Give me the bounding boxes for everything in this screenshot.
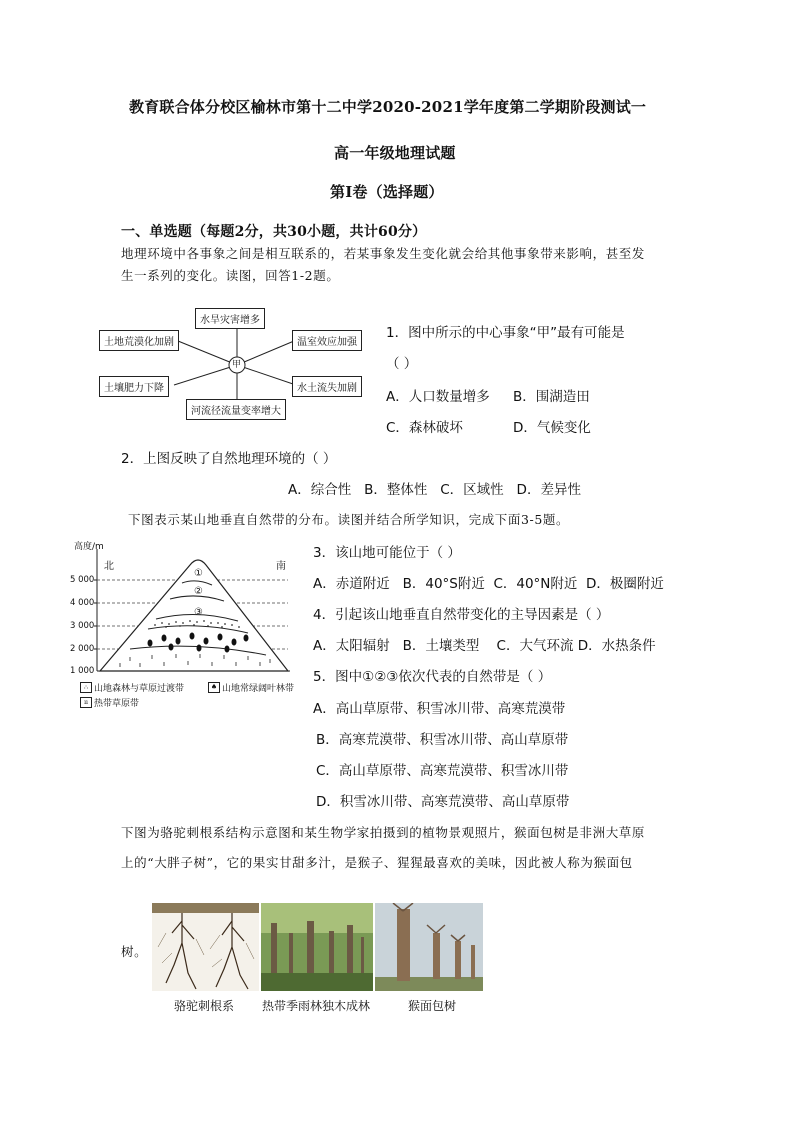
question-4-stem: 4．引起该山地垂直自然带变化的主导因素是（ ） [313,607,610,623]
box-lower-left: 土壤肥力下降 [99,376,169,397]
question-1-option-b: B．围湖造田 [513,389,590,405]
box-top: 水旱灾害增多 [195,308,265,329]
camelthorn-root-photo [152,903,259,991]
north-label: 北 [104,561,114,572]
baobab-tree-photo [375,903,483,991]
intro-paragraph-3-line3: 树。 [121,944,148,959]
question-1-option-a: A．人口数量增多 [386,389,490,405]
south-label: 南 [276,561,286,572]
question-5-option-a: A．高山草原带、积雪冰川带、高寒荒漠带 [313,701,566,717]
tick-4000: 4 000 [70,598,95,608]
mountain-y-axis-title: 高度/m [74,542,104,552]
photo-caption-3: 猴面包树 [408,999,457,1013]
tick-5000: 5 000 [70,575,95,585]
question-1-option-c: C．森林破坏 [386,420,463,436]
box-lower-right: 水土流失加剧 [292,376,362,397]
exam-title-line3: 第I卷（选择题） [330,183,444,201]
photo-caption-2: 热带季雨林独木成林 [262,999,371,1013]
legend-swatch-forest-grass: ∴ [80,682,92,693]
question-3-stem: 3．该山地可能位于（ ） [313,545,461,561]
zone-1-label: ① [194,568,203,579]
legend-label-2: 山地常绿阔叶林带 [222,684,295,694]
intro-paragraph-line2: 生一系列的变化。读图，回答1-2题。 [121,268,340,283]
zone-2-label: ② [194,586,203,597]
legend-label-3: 热带草原带 [94,699,140,709]
legend-swatch-evergreen: ♠ [208,682,220,693]
question-1-option-d: D．气候变化 [513,420,591,436]
banyan-forest-photo [261,903,373,991]
question-1-stem: 1．图中所示的中心事象“甲”最有可能是 [386,325,625,341]
tick-1000: 1 000 [70,666,95,676]
section-title: 一、单选题（每题2分，共30小题，共计60分） [121,224,427,240]
question-2-options: A．综合性 B．整体性 C．区域性 D．差异性 [288,482,581,498]
legend-swatch-savanna: ıı [80,697,92,708]
mountain-zone-diagram [70,537,295,712]
exam-title-line1: 教育联合体分校区榆林市第十二中学2020-2021学年度第二学期阶段测试一 [129,98,647,116]
legend-label-1: 山地森林与草原过渡带 [94,684,185,694]
cause-effect-diagram [96,305,371,420]
question-3-options: A．赤道附近 B．40°S附近 C．40°N附近 D．极圈附近 [313,576,664,592]
exam-title-line2: 高一年级地理试题 [334,144,456,162]
intro-paragraph-3-line2: 上的“大胖子树”，它的果实甘甜多汁，是猴子、猩猩最喜欢的美味，因此被人称为猴面包 [121,855,633,870]
box-upper-left: 土地荒漠化加剧 [99,330,179,351]
question-5-option-b: B．高寒荒漠带、积雪冰川带、高山草原带 [316,732,569,748]
box-bottom: 河流径流量变率增大 [186,399,286,420]
question-5-option-d: D．积雪冰川带、高寒荒漠带、高山草原带 [316,794,570,810]
center-label: 甲 [232,360,242,370]
question-2-stem: 2．上图反映了自然地理环境的（ ） [121,451,337,467]
question-4-options: A．太阳辐射 B．土壤类型 C．大气环流 D．水热条件 [313,638,656,654]
tick-3000: 3 000 [70,621,95,631]
question-1-paren: （ ） [386,356,418,372]
intro-paragraph-2: 下图表示某山地垂直自然带的分布。读图并结合所学知识，完成下面3-5题。 [128,512,570,527]
question-5-option-c: C．高山草原带、高寒荒漠带、积雪冰川带 [316,763,569,779]
intro-paragraph-line1: 地理环境中各事象之间是相互联系的，若某事象发生变化就会给其他事象带来影响，甚至发 [121,246,646,261]
photo-caption-1: 骆驼刺根系 [174,999,235,1013]
tick-2000: 2 000 [70,644,95,654]
box-upper-right: 温室效应加强 [292,330,362,351]
intro-paragraph-3-line1: 下图为骆驼刺根系结构示意图和某生物学家拍摄到的植物景观照片，猴面包树是非洲大草原 [121,825,646,840]
zone-3-label: ③ [194,607,203,618]
question-5-stem: 5．图中①②③依次代表的自然带是（ ） [313,669,552,685]
